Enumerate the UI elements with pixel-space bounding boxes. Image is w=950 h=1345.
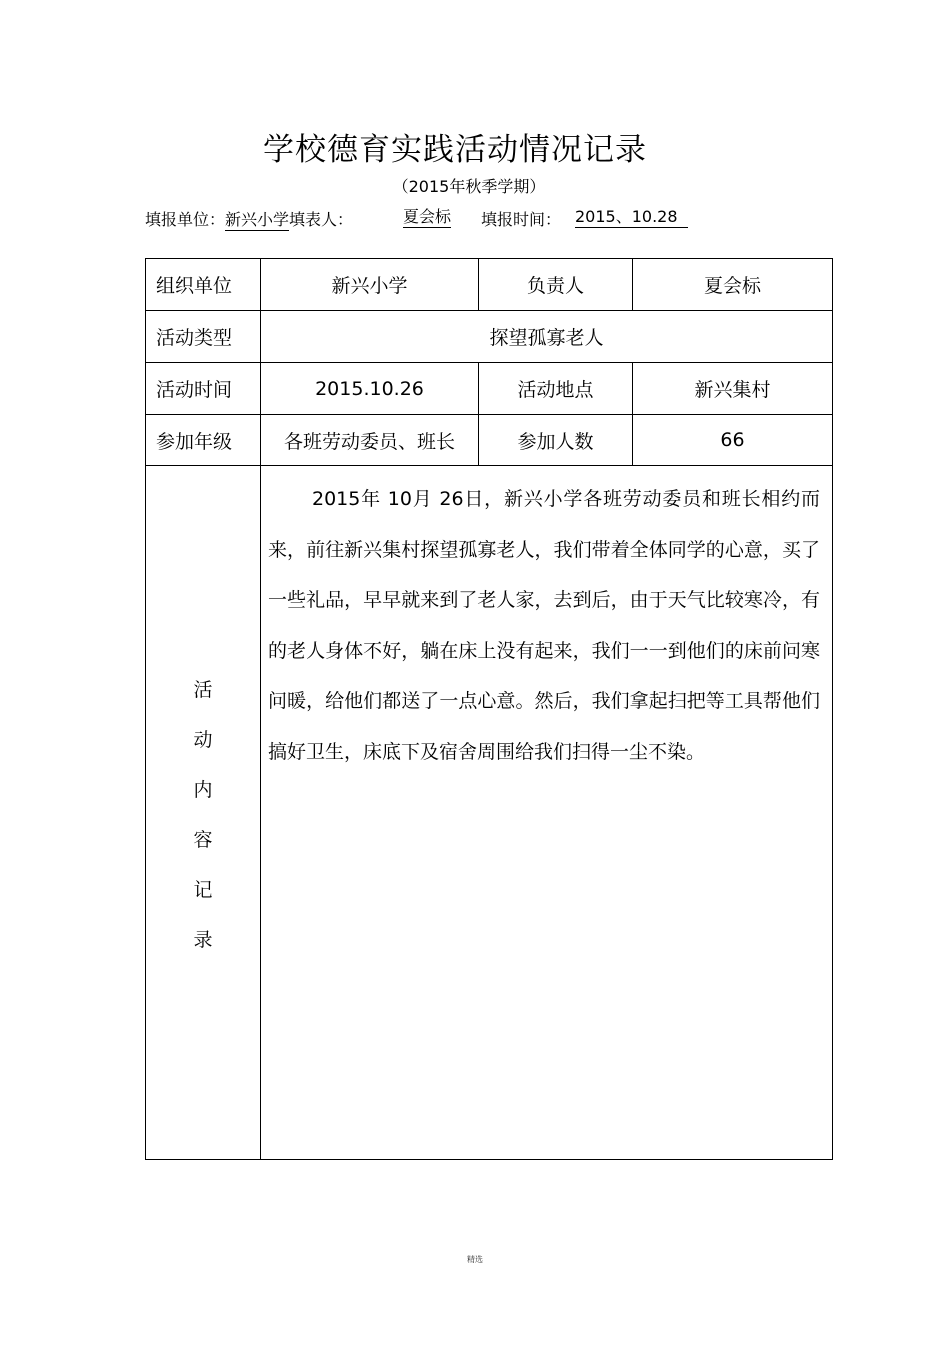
semester-subtitle: （2015年秋季学期） bbox=[392, 177, 546, 196]
label-char: 记 bbox=[193, 879, 213, 901]
label-char: 活 bbox=[193, 679, 213, 701]
document-title: 学校德育实践活动情况记录 bbox=[263, 132, 647, 168]
filler-value: 夏会标 bbox=[403, 207, 452, 226]
leader-value: 夏会标 bbox=[703, 275, 761, 297]
activity-content-text: 2015年 10月 26日，新兴小学各班劳动委员和班长相约而来，前往新兴集村探望孤寡老人，我们带着全体同学的心意，买了一些礼品，早早就来到了老人家，去到后，由于天气比较寒冷，有的老人身体不好，躺在床上没有起来，我们一一到他们的床前问寒问暖，给他们都送了一点心意。然后，我们拿起扫把等工具帮他们搞好卫生，床底下及宿舍周围给我们扫得一尘不染。 bbox=[268, 488, 820, 763]
leader-label: 负责人 bbox=[526, 275, 584, 297]
org-label: 组织单位 bbox=[156, 275, 233, 297]
unit-label: 填报单位： bbox=[145, 210, 226, 229]
participant-count-value: 66 bbox=[720, 429, 745, 451]
report-time-label: 填报时间： bbox=[481, 210, 562, 229]
label-char: 内 bbox=[193, 779, 213, 801]
activity-type-label: 活动类型 bbox=[156, 327, 233, 349]
page-footer: 精选 bbox=[467, 1255, 483, 1264]
unit-value: 新兴小学 bbox=[225, 210, 290, 229]
grade-value: 各班劳动委员、班长 bbox=[283, 430, 455, 453]
label-char: 容 bbox=[193, 829, 213, 851]
filler-label: 填表人： bbox=[289, 210, 354, 229]
activity-time-label: 活动时间 bbox=[156, 379, 233, 401]
label-char: 动 bbox=[193, 729, 213, 751]
org-value: 新兴小学 bbox=[331, 275, 408, 297]
report-time-value: 2015、10.28 bbox=[575, 207, 688, 228]
activity-time-value: 2015.10.26 bbox=[315, 377, 424, 400]
activity-place-label: 活动地点 bbox=[517, 379, 594, 401]
activity-type-value: 探望孤寡老人 bbox=[489, 327, 604, 349]
participant-count-label: 参加人数 bbox=[517, 430, 594, 453]
activity-place-value: 新兴集村 bbox=[694, 379, 771, 401]
report-meta bbox=[145, 207, 353, 231]
grade-label: 参加年级 bbox=[156, 430, 233, 453]
label-char: 录 bbox=[193, 929, 213, 951]
activity-record-table bbox=[145, 258, 833, 1160]
